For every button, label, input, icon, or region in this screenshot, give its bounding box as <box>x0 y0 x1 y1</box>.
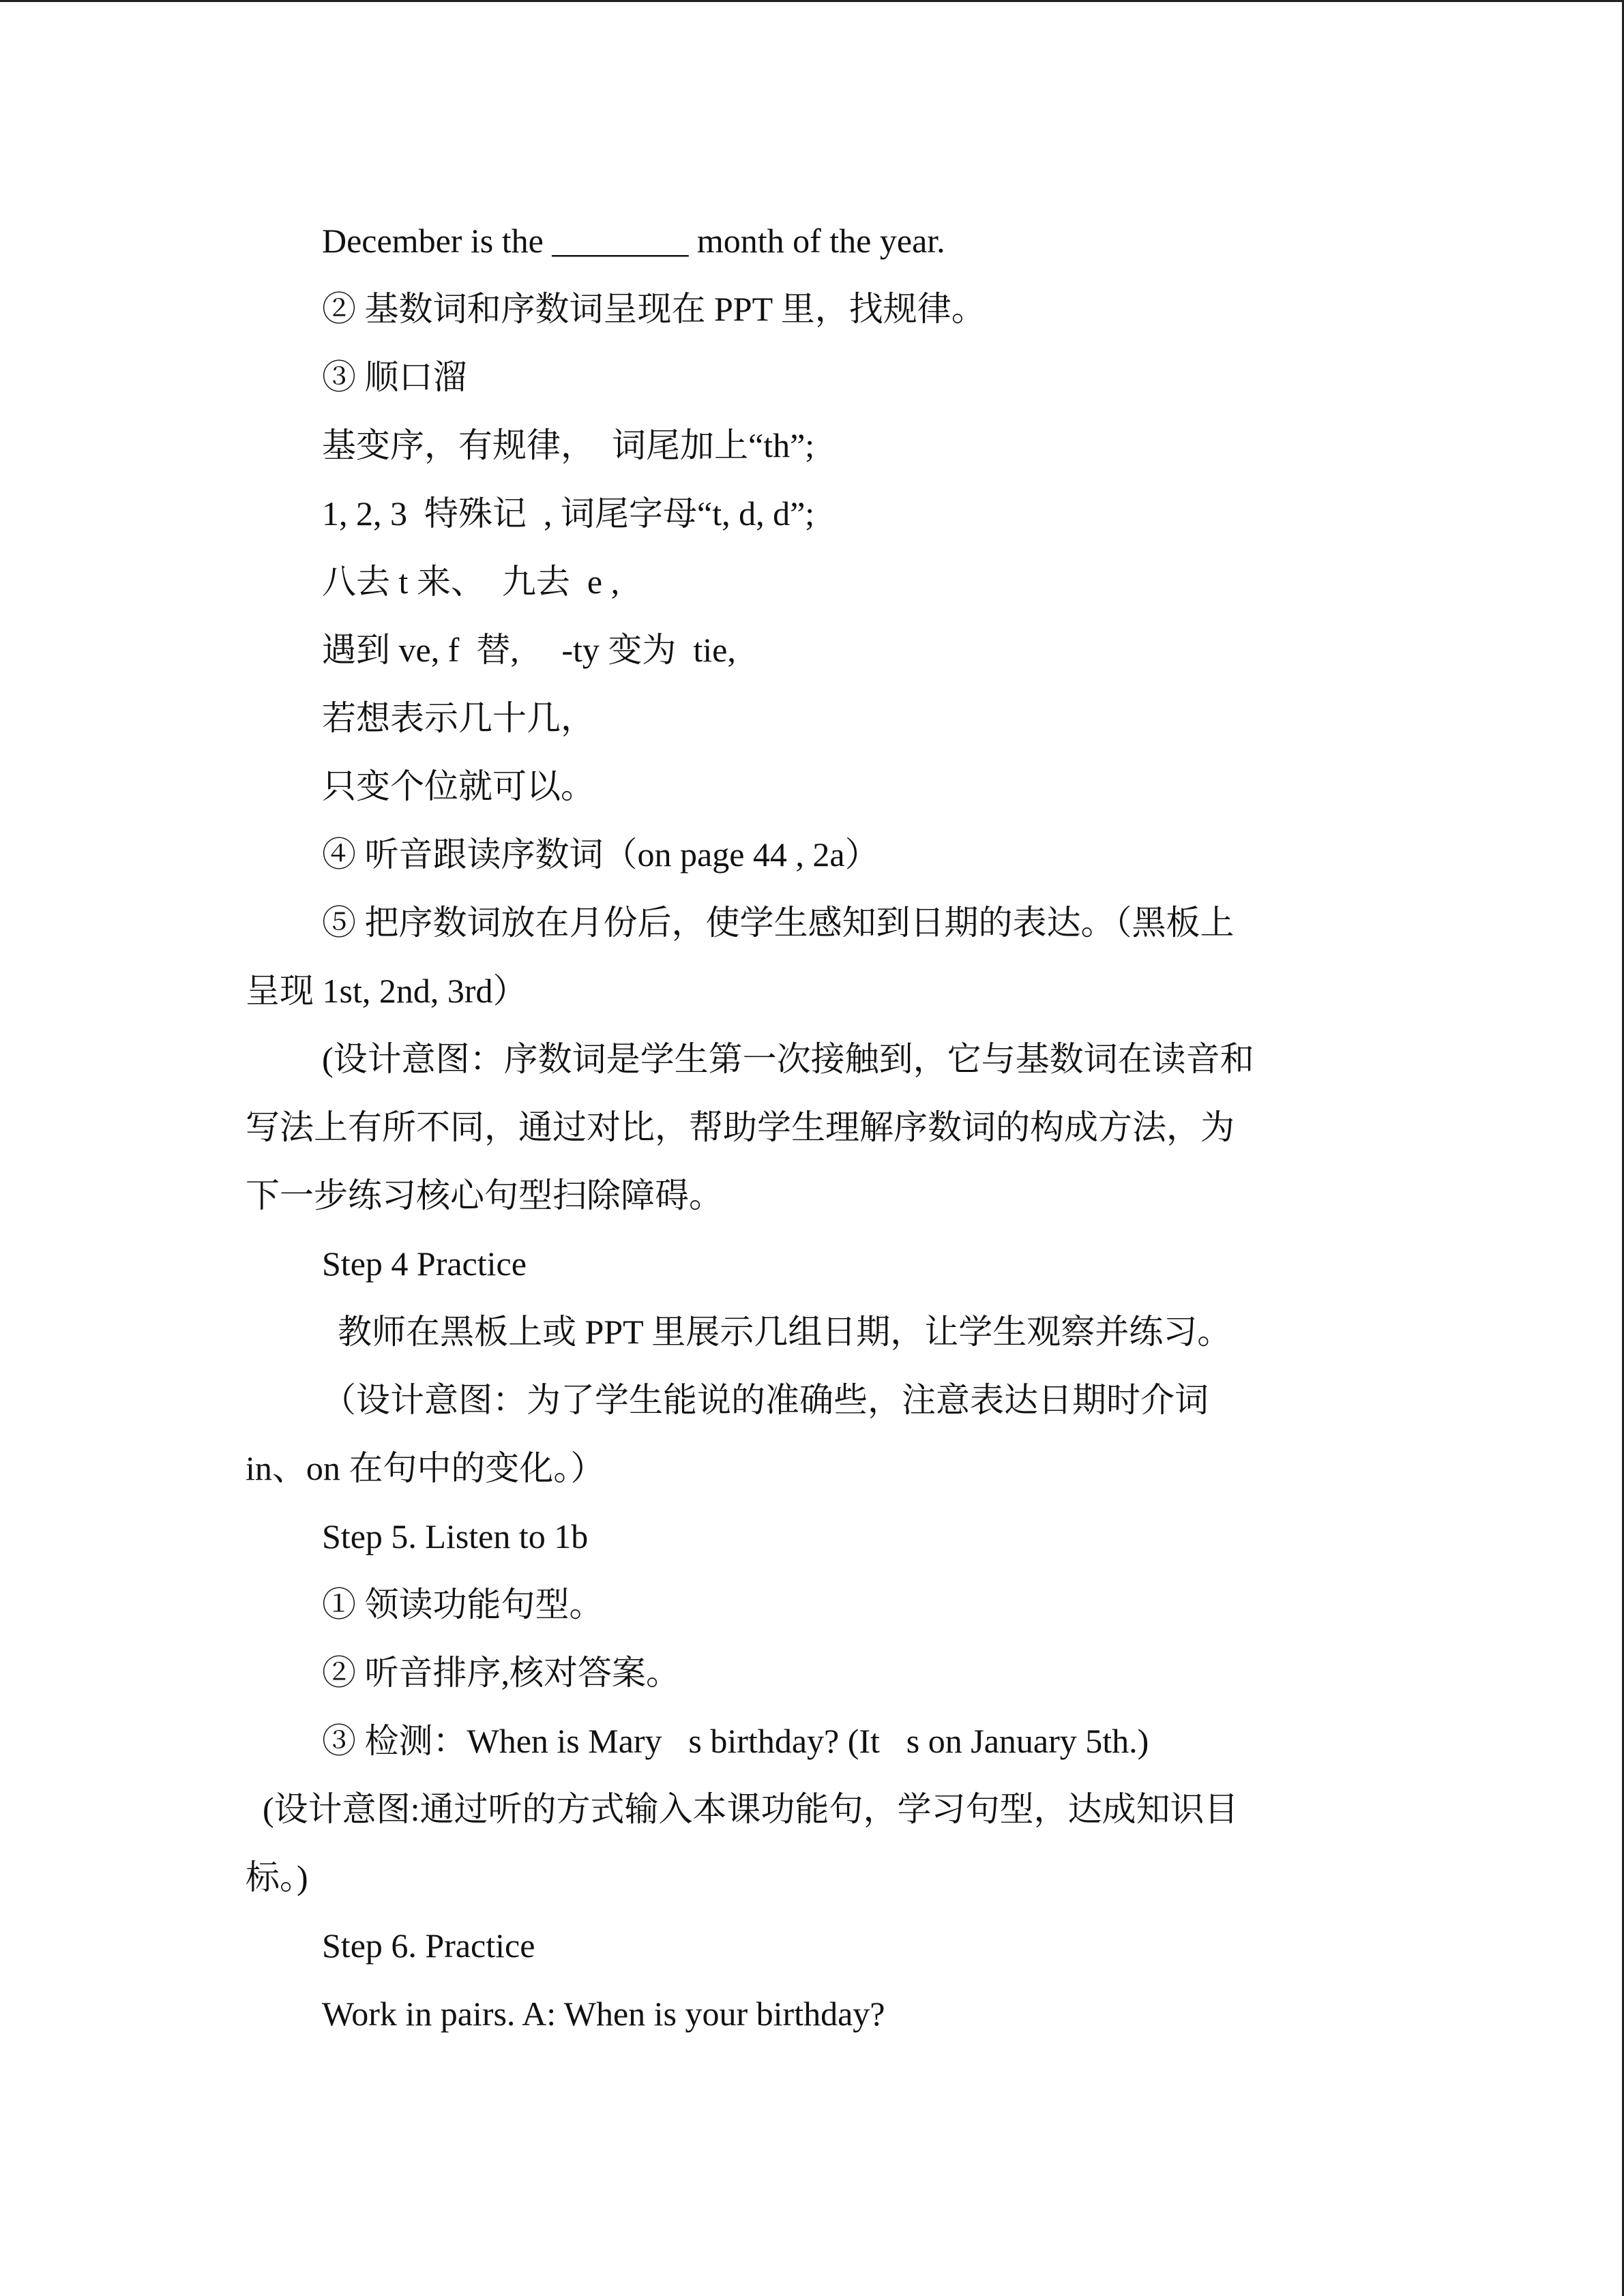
text-line: December is the ________ month of the year. <box>322 222 945 260</box>
text-line: 八去 t 来、 九去 e , <box>322 563 620 601</box>
text-line: in、on 在句中的变化。） <box>246 1449 605 1487</box>
step-heading: Step 6. Practice <box>322 1926 535 1965</box>
text-line: 只变个位就可以。 <box>322 767 595 805</box>
text-line: ② 基数词和序数词呈现在 PPT 里，找规律。 <box>322 290 986 328</box>
text-line: 教师在黑板上或 PPT 里展示几组日期，让学生观察并练习。 <box>338 1313 1232 1351</box>
text-line: ③ 检测：When is Mary s birthday? (It s on January 5th.) <box>322 1722 1149 1760</box>
text-line: ② 听音排序,核对答案。 <box>322 1654 680 1692</box>
text-line: ③ 顺口溜 <box>322 358 467 396</box>
text-line: （设计意图：为了学生能说的准确些，注意表达日期时介词 <box>322 1381 1209 1419</box>
text-line: 基变序，有规律， 词尾加上“th”; <box>322 426 815 464</box>
text-line: (设计意图：序数词是学生第一次接触到，它与基数词在读音和 <box>322 1040 1254 1078</box>
text-line: ① 领读功能句型。 <box>322 1585 604 1624</box>
document-body <box>246 207 1378 2048</box>
step-heading: Step 4 Practice <box>322 1244 527 1283</box>
text-line: Work in pairs. A: When is your birthday? <box>322 1995 885 2033</box>
text-line: 若想表示几十几， <box>322 699 595 737</box>
text-line: 遇到 ve, f 替, -ty 变为 tie, <box>322 631 736 669</box>
text-line: 下一步练习核心句型扫除障碍。 <box>246 1176 723 1214</box>
text-line: 写法上有所不同，通过对比，帮助学生理解序数词的构成方法，为 <box>246 1108 1235 1146</box>
text-line: (设计意图:通过听的方式输入本课功能句，学习句型，达成知识目 <box>263 1790 1239 1828</box>
text-line: 1, 2, 3 特殊记 , 词尾字母“t, d, d”; <box>322 494 815 533</box>
text-line: 呈现 1st, 2nd, 3rd） <box>246 972 527 1010</box>
text-line: 标。) <box>246 1858 308 1896</box>
step-heading: Step 5. Listen to 1b <box>322 1517 589 1555</box>
text-line: ⑤ 把序数词放在月份后，使学生感知到日期的表达。（黑板上 <box>322 904 1235 942</box>
text-line: ④ 听音跟读序数词（on page 44 , 2a） <box>322 835 879 874</box>
